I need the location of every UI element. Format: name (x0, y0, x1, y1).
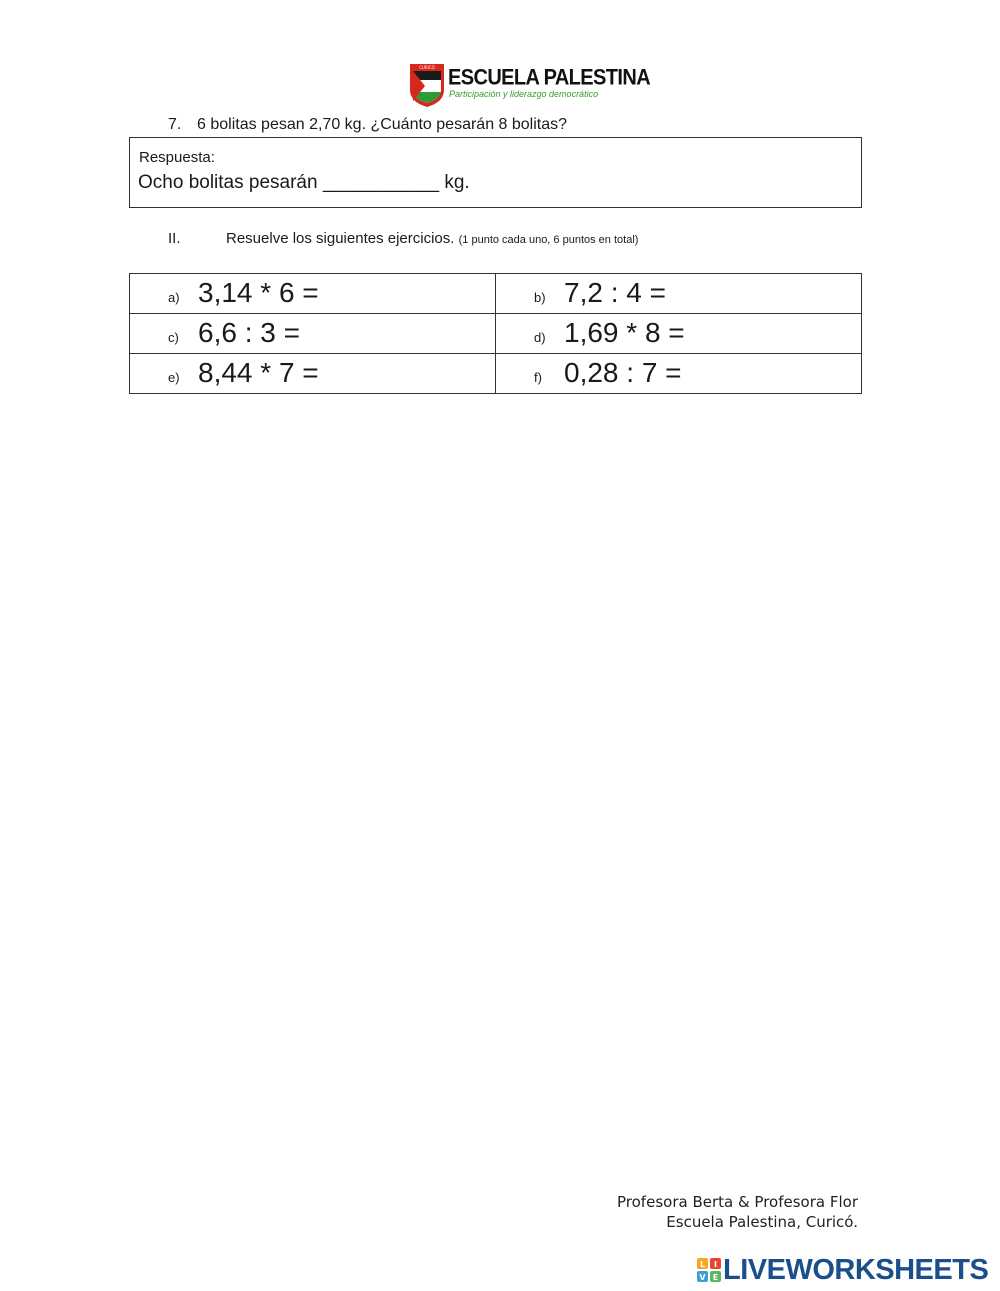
section-title-wrap (226, 230, 638, 247)
exercise-label: e) (168, 370, 180, 385)
svg-text:CURICÓ: CURICÓ (419, 65, 435, 70)
footer-teachers: Profesora Berta & Profesora Flor (617, 1193, 858, 1211)
table-row (130, 314, 862, 354)
exercise-expression: 1,69 * 8 = (564, 317, 685, 348)
answer-label: Respuesta: (139, 149, 215, 166)
svg-text:L: L (699, 1260, 706, 1269)
exercise-expression: 7,2 : 4 = (564, 277, 666, 308)
answer-text: Ocho bolitas pesarán ___________ kg. (138, 172, 470, 193)
exercise-cell (130, 354, 496, 394)
school-tagline: Participación y liderazgo democrático (449, 89, 599, 99)
exercise-expression: 3,14 * 6 = (198, 277, 319, 308)
table-row (130, 354, 862, 394)
section-title: Resuelve los siguientes ejercicios. (226, 230, 455, 247)
exercises-table (129, 273, 862, 394)
section-number: II. (168, 230, 181, 247)
liveworksheets-wordmark: LIVEWORKSHEETS (723, 1254, 989, 1286)
school-logo (408, 62, 651, 110)
exercise-label: a) (168, 290, 180, 305)
footer-school: Escuela Palestina, Curicó. (666, 1213, 858, 1231)
svg-text:E: E (712, 1273, 719, 1282)
table-row (130, 274, 862, 314)
exercise-expression: 0,28 : 7 = (564, 357, 682, 388)
shield-icon (408, 62, 446, 108)
exercise-label: f) (534, 370, 542, 385)
question-text: 6 bolitas pesan 2,70 kg. ¿Cuánto pesarán 8 bolitas? (197, 116, 568, 133)
exercise-label: d) (534, 330, 546, 345)
question-number: 7. (168, 116, 182, 133)
exercise-label: b) (534, 290, 546, 305)
question-7 (168, 116, 567, 134)
exercise-cell (130, 274, 496, 314)
exercise-cell (496, 274, 862, 314)
svg-text:I: I (714, 1260, 717, 1269)
exercise-expression: 6,6 : 3 = (198, 317, 300, 348)
svg-text:V: V (699, 1273, 706, 1282)
exercise-label: c) (168, 330, 179, 345)
exercise-cell (130, 314, 496, 354)
school-name: ESCUELA PALESTINA (448, 66, 651, 91)
section-note: (1 punto cada uno, 6 puntos en total) (458, 234, 639, 246)
exercise-expression: 8,44 * 7 = (198, 357, 319, 388)
exercise-cell (496, 314, 862, 354)
liveworksheets-badge-icon (697, 1258, 721, 1283)
exercise-cell (496, 354, 862, 394)
answer-box (129, 137, 862, 208)
footer-credits (617, 1192, 858, 1232)
